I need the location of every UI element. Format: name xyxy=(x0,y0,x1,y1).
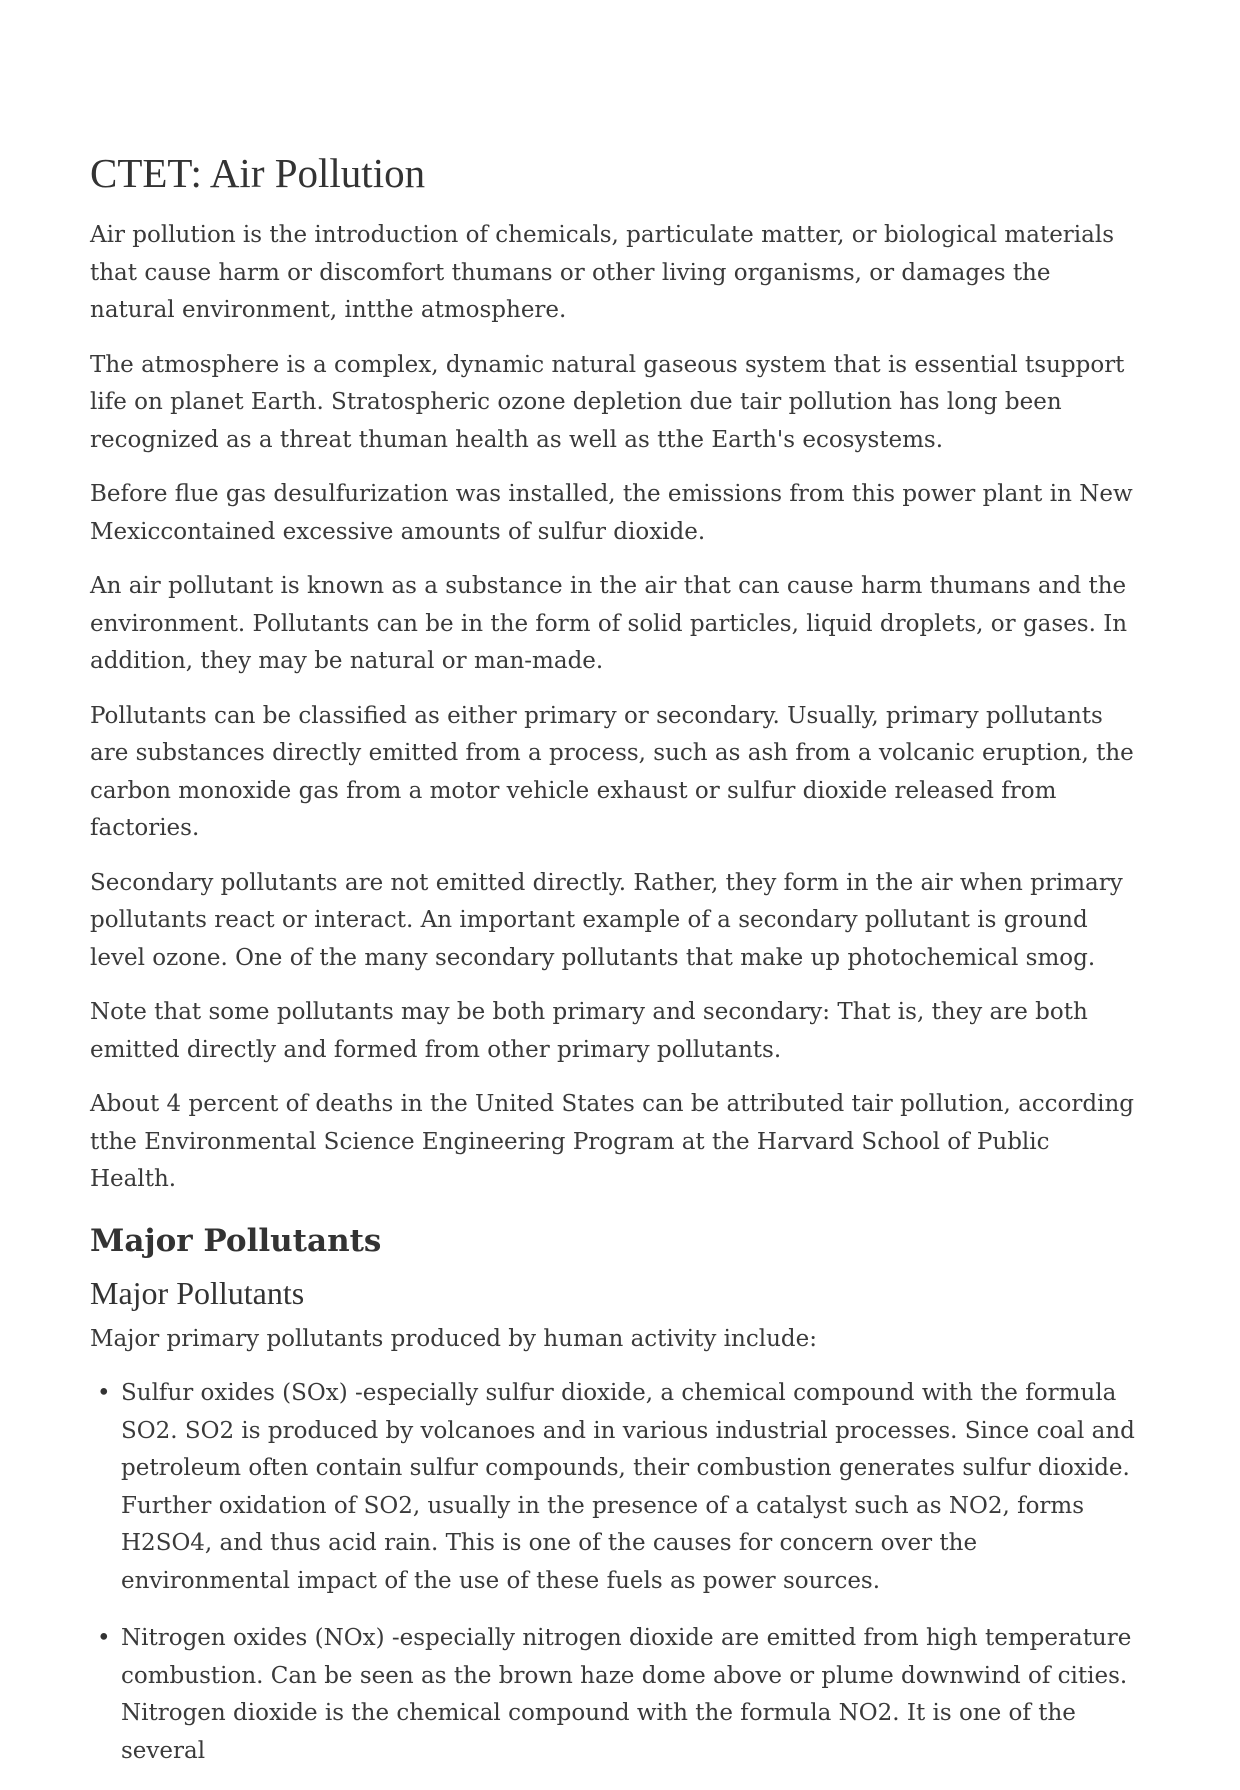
list-item-sulfur-oxides xyxy=(97,1375,1140,1600)
paragraph-both-types: Note that some pollutants may be both primary and secondary: That is, they are both emitted directly and formed from other primary pollutants. xyxy=(90,999,1088,1063)
list-item-text: Nitrogen oxides (NOx) -especially nitrogen dioxide are emitted from high temperature combustion. Can be seen as the brown haze dome above or plume downwind of cities. Nitrogen dioxide is the chemical compound with the formula NO2. It is one of the several xyxy=(121,1625,1132,1764)
list-item-text: Sulfur oxides (SOx) -especially sulfur dioxide, a chemical compound with the formula SO2. SO2 is produced by volcanoes and in various industrial processes. Since coal and petroleum often contain sulfur compounds, their combustion generates sulfur dioxide. Further oxidation of SO2, usually in the presence of a catalyst such as NO2, forms H2SO4, and thus acid rain. This is one of the causes for concern over the environmental impact of the use of these fuels as power sources. xyxy=(121,1380,1135,1594)
list-intro: Major primary pollutants produced by human activity include: xyxy=(90,1325,817,1352)
pollutant-list xyxy=(90,1375,1140,1770)
paragraph-primary-secondary: Pollutants can be classified as either primary or secondary. Usually, primary pollutants are substances directly emitted from a process, such as ash from a volcanic eruption, the carbon monoxide gas from a motor vehicle exhaust or sulfur dioxide released from factories. xyxy=(90,702,1134,842)
paragraph-secondary-pollutants: Secondary pollutants are not emitted directly. Rather, they form in the air when primary pollutants react or interact. An important example of a secondary pollutant is ground level ozone. One of the many secondary pollutants that make up photochemical smog. xyxy=(90,869,1123,971)
document-page xyxy=(90,148,1140,1790)
paragraph-flue-gas: Before flue gas desulfurization was installed, the emissions from this power plant in New Mexiccontained excessive amounts of sulfur dioxide. xyxy=(90,481,1133,545)
paragraph-deaths-statistic: About 4 percent of deaths in the United States can be attributed tair pollution, according tthe Environmental Science Engineering Program at the Harvard School of Public Health. xyxy=(90,1091,1135,1193)
page-title: CTET: Air Pollution xyxy=(90,150,426,196)
paragraph-definition: Air pollution is the introduction of chemicals, particulate matter, or biological materials that cause harm or discomfort thumans or other living organisms, or damages the natural environment, intthe atmosphere. xyxy=(90,222,1115,324)
section-heading: Major Pollutants xyxy=(90,1222,382,1259)
bullet-icon: • xyxy=(97,1380,111,1407)
bullet-icon: • xyxy=(97,1625,111,1652)
paragraph-air-pollutant: An air pollutant is known as a substance in the air that can cause harm thumans and the environment. Pollutants can be in the form of solid particles, liquid droplets, or gases. In addition, they may be natural or man-made. xyxy=(90,573,1128,675)
list-item-nitrogen-oxides xyxy=(97,1620,1140,1770)
paragraph-atmosphere: The atmosphere is a complex, dynamic natural gaseous system that is essential tsupport life on planet Earth. Stratospheric ozone depletion due tair pollution has long been recognized as a threat thuman health as well as tthe Earth's ecosystems. xyxy=(90,351,1125,453)
subsection-heading: Major Pollutants xyxy=(90,1275,305,1312)
